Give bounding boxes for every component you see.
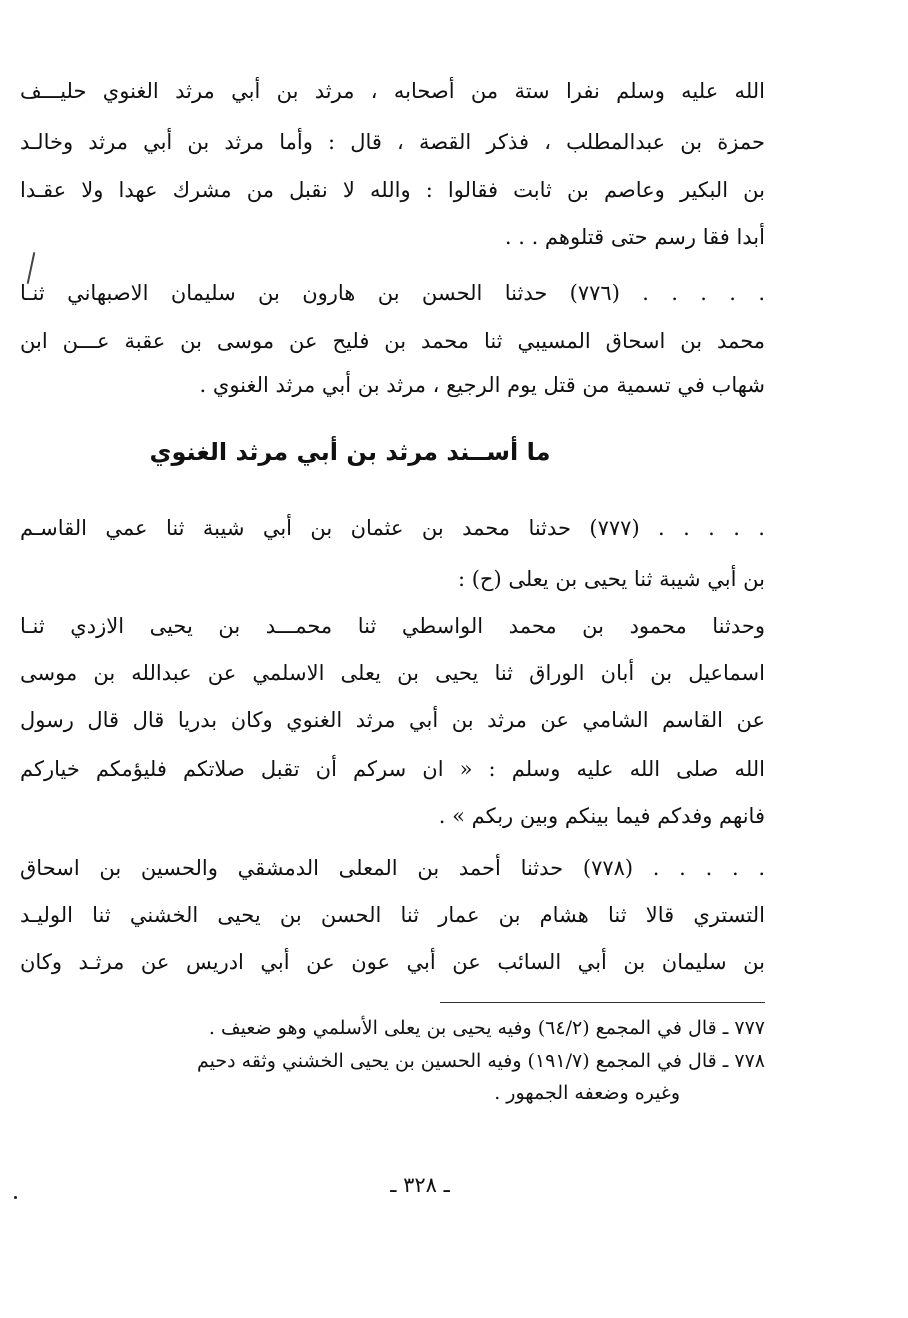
body-line: محمد بن اسحاق المسيبي ثنا محمد بن فليح عن موسى بن عقبة عـــن ابن — [20, 329, 765, 353]
body-line: حمزة بن عبدالمطلب ، فذكر القصة ، قال : وأما مرثد بن أبي مرثد وخالـد — [20, 130, 765, 154]
footnote-778: ٧٧٨ ـ قال في المجمع (١٩١/٧) وفيه الحسين بن يحيى الخشني وثقه دحيم — [197, 1050, 765, 1072]
hadith-776-line: . . . . . (٧٧٦) حدثنا الحسن بن هارون بن سليمان الاصبهاني ثنـا — [20, 281, 765, 305]
hadith-777-line: . . . . . (٧٧٧) حدثنا محمد بن عثمان بن أبي شيبة ثنا عمي القاسـم — [20, 516, 765, 540]
body-line: أبدا فقا رسم حتى قتلوهم . . . — [504, 225, 765, 249]
body-line: عن القاسم الشامي عن مرثد بن أبي مرثد الغنوي وكان بدريا قال قال رسول — [20, 708, 765, 732]
body-line: بن البكير وعاصم بن ثابت فقالوا : والله لا نقبل من مشرك عهدا ولا عقـدا — [20, 178, 765, 202]
body-line: الله عليه وسلم نفرا ستة من أصحابه ، مرثد بن أبي مرثد الغنوي حليـــف — [20, 79, 765, 103]
body-line: وحدثنا محمود بن محمد الواسطي ثنا محمـــد بن يحيى الازدي ثنـا — [20, 614, 765, 638]
body-line: شهاب في تسمية من قتل يوم الرجيع ، مرثد بن أبي مرثد الغنوي . — [199, 373, 765, 397]
body-line: بن سليمان بن أبي السائب عن أبي عون عن أبي ادريس عن مرثـد وكان — [20, 950, 765, 974]
page-number: ـ ٣٢٨ ـ — [390, 1173, 450, 1197]
section-heading: ما أســند مرثد بن أبي مرثد الغنوي — [149, 438, 551, 466]
body-line: فانهم وفدكم فيما بينكم وبين ربكم » . — [438, 804, 765, 828]
body-line: اسماعيل بن أبان الوراق ثنا يحيى بن يعلى الاسلمي عن عبدالله بن موسى — [20, 661, 765, 685]
footnote-778-continuation: وغيره وضعفه الجمهور . — [494, 1082, 680, 1104]
body-line: الله صلى الله عليه وسلم : « ان سركم أن تقبل صلاتكم فليؤمكم خياركم — [20, 757, 765, 781]
footnote-separator — [440, 1002, 765, 1003]
body-line: التستري قالا ثنا هشام بن عمار ثنا الحسن بن يحيى الخشني ثنا الوليـد — [20, 903, 765, 927]
footnote-777: ٧٧٧ ـ قال في المجمع (٦٤/٢) وفيه يحيى بن يعلى الأسلمي وهو ضعيف . — [208, 1017, 765, 1039]
body-line: بن أبي شيبة ثنا يحيى بن يعلى (ح) : — [457, 567, 765, 591]
hadith-778-line: . . . . . (٧٧٨) حدثنا أحمد بن المعلى الدمشقي والحسين بن اسحاق — [20, 856, 765, 880]
scan-speck — [14, 1196, 17, 1199]
